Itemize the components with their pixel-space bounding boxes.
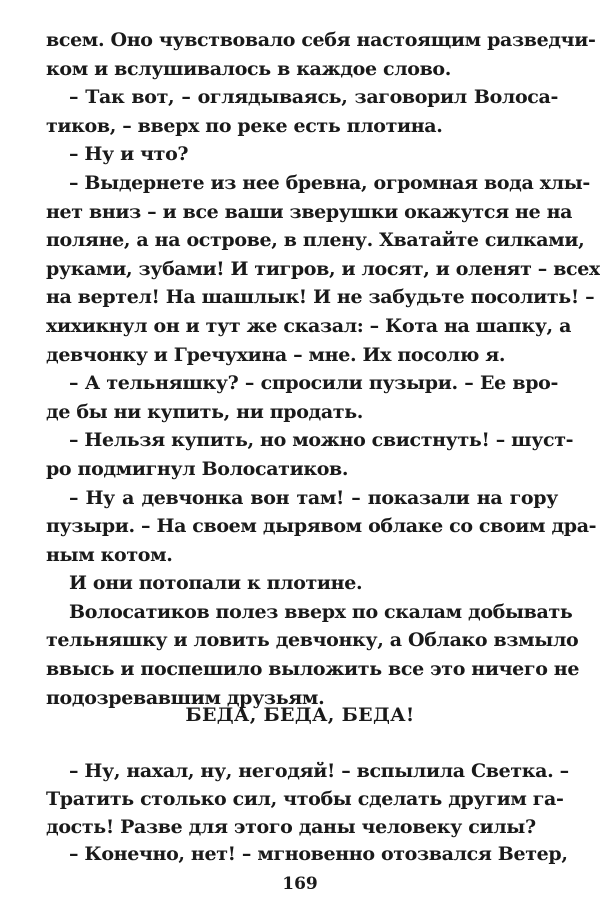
- text-line: девчонку и Гречухина – мне. Их посолю я.: [46, 343, 506, 366]
- text-line: – Ну, нахал, ну, негодяй! – вспылила Светка. –: [69, 760, 569, 782]
- text-line: – Ну а девчонка вон там! – показали на гору: [69, 486, 558, 509]
- text-line: хихикнул он и тут же сказал: – Кота на шапку, а: [46, 314, 572, 337]
- text-line: – Нельзя купить, но можно свистнуть! – шуст-: [69, 429, 574, 452]
- text-line: ным котом.: [46, 543, 173, 566]
- text-line: тельняшку и ловить девчонку, а Облако взмыло: [46, 629, 579, 652]
- page-number: 169: [282, 874, 318, 894]
- text-line: ввысь и поспешило выложить все это ничего не: [46, 658, 580, 681]
- text-line: – А тельняшку? – спросили пузыри. – Ее вро-: [69, 372, 558, 395]
- text-line: всем. Оно чувствовало себя настоящим разведчи-: [46, 29, 596, 51]
- text-line: ро подмигнул Волосатиков.: [46, 457, 349, 480]
- text-line: ком и вслушивалось в каждое слово.: [46, 57, 452, 80]
- text-line: де бы ни купить, ни продать.: [46, 400, 364, 423]
- text-line: руками, зубами! И тигров, и лосят, и оленят – всех: [46, 257, 600, 280]
- chapter-body-text: [46, 758, 569, 869]
- text-line: Волосатиков полез вверх по скалам добывать: [69, 600, 573, 623]
- text-line: И они потопали к плотине.: [69, 572, 363, 595]
- text-line: Тратить столько сил, чтобы сделать другим га-: [46, 787, 564, 810]
- text-line: пузыри. – На своем дырявом облаке со своим дра-: [46, 515, 597, 538]
- text-line: подозревавшим друзьям.: [46, 686, 325, 709]
- text-line: – Так вот, – оглядываясь, заговорил Волоса-: [69, 86, 558, 109]
- text-line: – Ну и что?: [69, 143, 189, 166]
- chapter-heading: БЕДА, БЕДА, БЕДА!: [185, 704, 415, 726]
- text-line: – Конечно, нет! – мгновенно отозвался Ветер,: [69, 843, 568, 866]
- page-body-text: [46, 26, 600, 712]
- text-line: – Выдернете из нее бревна, огромная вода хлы-: [69, 171, 590, 194]
- text-line: дость! Разве для этого даны человеку силы?: [46, 815, 536, 838]
- text-line: на вертел! На шашлык! И не забудьте посолить! –: [46, 286, 595, 309]
- text-line: поляне, а на острове, в плену. Хватайте силками,: [46, 229, 585, 252]
- text-line: нет вниз – и все ваши зверушки окажутся не на: [46, 200, 573, 223]
- text-line: тиков, – вверх по реке есть плотина.: [46, 114, 443, 137]
